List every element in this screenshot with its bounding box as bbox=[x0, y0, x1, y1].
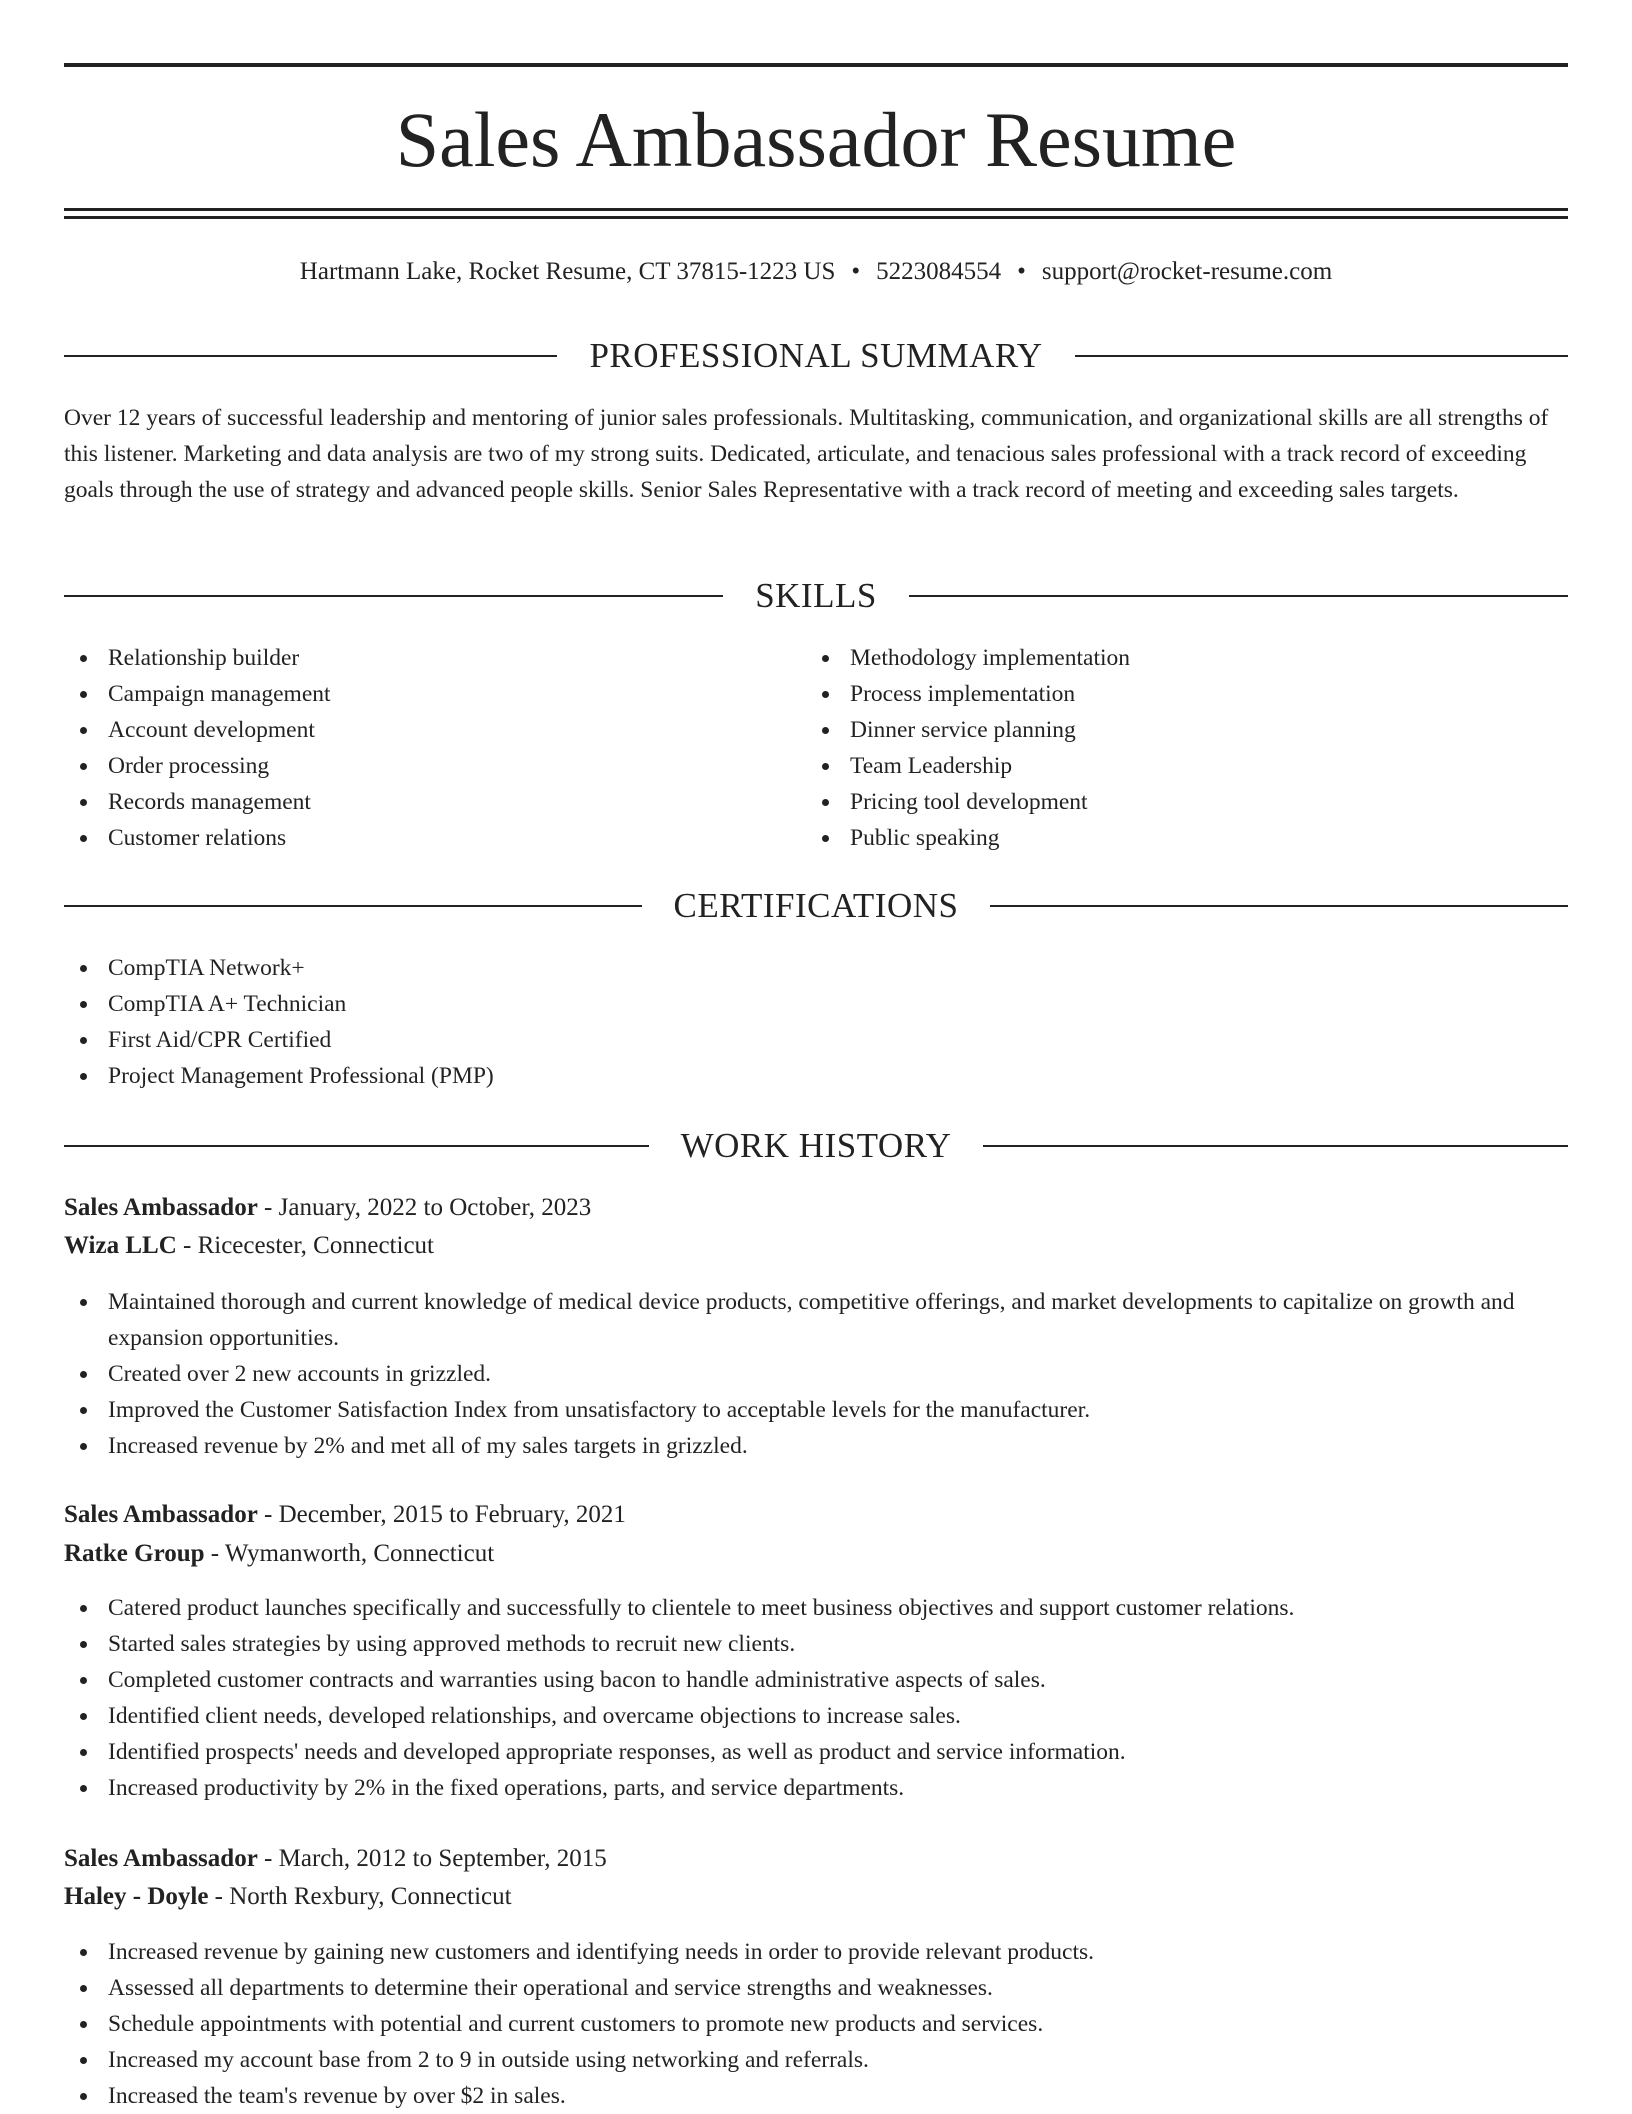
certification-item: CompTIA A+ Technician bbox=[64, 986, 1564, 1022]
contact-separator: • bbox=[851, 258, 861, 285]
skill-item: Methodology implementation bbox=[806, 640, 1566, 676]
job-title-line: Sales Ambassador - March, 2012 to September, 2015 bbox=[64, 1845, 607, 1872]
job-bullet: Increased the team's revenue by over $2 in sales. bbox=[64, 2078, 1564, 2114]
job-location: North Rexbury, Connecticut bbox=[229, 1883, 512, 1910]
job-bullet: Identified client needs, developed relationships, and overcame objections to increase sales. bbox=[64, 1698, 1564, 1734]
skill-item: Customer relations bbox=[64, 820, 764, 856]
job-company-line: Wiza LLC - Ricecester, Connecticut bbox=[64, 1232, 434, 1259]
job-bullet: Schedule appointments with potential and current customers to promote new products and services. bbox=[64, 2006, 1564, 2042]
job-bullet: Assessed all departments to determine their operational and service strengths and weaknesses. bbox=[64, 1970, 1564, 2006]
job-title: Sales Ambassador bbox=[64, 1845, 258, 1872]
job-bullet: Started sales strategies by using approved methods to recruit new clients. bbox=[64, 1626, 1564, 1662]
skill-item: Records management bbox=[64, 784, 764, 820]
skill-item: Team Leadership bbox=[806, 748, 1566, 784]
job-bullet: Increased revenue by gaining new customers and identifying needs in order to provide relevant products. bbox=[64, 1934, 1564, 1970]
job-company: Haley - Doyle bbox=[64, 1883, 209, 1910]
skill-item: Campaign management bbox=[64, 676, 764, 712]
section-heading-work-history bbox=[64, 1124, 1568, 1168]
heading-rule bbox=[1075, 355, 1568, 357]
job-company: Ratke Group bbox=[64, 1540, 205, 1567]
skills-list-left bbox=[64, 640, 764, 856]
section-title: CERTIFICATIONS bbox=[673, 886, 959, 925]
heading-rule bbox=[64, 595, 723, 597]
skill-item: Account development bbox=[64, 712, 764, 748]
heading-rule bbox=[909, 595, 1568, 597]
certification-item: First Aid/CPR Certified bbox=[64, 1022, 1564, 1058]
job-location: Ricecester, Connecticut bbox=[197, 1232, 434, 1259]
section-heading-certifications bbox=[64, 884, 1568, 928]
job-title-line: Sales Ambassador - December, 2015 to February, 2021 bbox=[64, 1501, 626, 1528]
job-company-line: Ratke Group - Wymanworth, Connecticut bbox=[64, 1540, 495, 1567]
section-title: SKILLS bbox=[755, 576, 877, 615]
job-dates: January, 2022 to October, 2023 bbox=[278, 1194, 592, 1221]
job-title-line: Sales Ambassador - January, 2022 to October, 2023 bbox=[64, 1194, 592, 1221]
job-bullet: Increased revenue by 2% and met all of my sales targets in grizzled. bbox=[64, 1428, 1564, 1464]
job-bullet: Created over 2 new accounts in grizzled. bbox=[64, 1356, 1564, 1392]
job-title: Sales Ambassador bbox=[64, 1501, 258, 1528]
heading-rule bbox=[64, 355, 557, 357]
contact-email: support@rocket-resume.com bbox=[1041, 258, 1333, 285]
heading-rule bbox=[64, 905, 642, 907]
heading-rule bbox=[990, 905, 1568, 907]
contact-address: Hartmann Lake, Rocket Resume, CT 37815-1223 US bbox=[299, 258, 836, 285]
heading-rule bbox=[64, 1145, 649, 1147]
job-title: Sales Ambassador bbox=[64, 1194, 258, 1221]
job-bullets bbox=[64, 1590, 1564, 1806]
certification-item: CompTIA Network+ bbox=[64, 950, 1564, 986]
skill-item: Process implementation bbox=[806, 676, 1566, 712]
top-rule bbox=[64, 63, 1568, 67]
job-bullet: Maintained thorough and current knowledge of medical device products, competitive offerings, and market developments to capitalize on growth and expansion opportunities. bbox=[64, 1284, 1564, 1356]
job-bullets bbox=[64, 1284, 1564, 1464]
skill-item: Pricing tool development bbox=[806, 784, 1566, 820]
section-title: WORK HISTORY bbox=[680, 1126, 952, 1165]
section-title: PROFESSIONAL SUMMARY bbox=[589, 336, 1043, 375]
title-double-rule-lower bbox=[64, 216, 1568, 219]
section-heading-skills bbox=[64, 574, 1568, 618]
contact-phone: 5223084554 bbox=[876, 258, 1002, 285]
resume-title: Sales Ambassador Resume bbox=[395, 96, 1237, 183]
job-dates: December, 2015 to February, 2021 bbox=[278, 1501, 626, 1528]
job-company-line: Haley - Doyle - North Rexbury, Connecticut bbox=[64, 1883, 512, 1910]
skill-item: Public speaking bbox=[806, 820, 1566, 856]
job-dates: March, 2012 to September, 2015 bbox=[278, 1845, 607, 1872]
heading-rule bbox=[983, 1145, 1568, 1147]
job-bullet: Identified prospects' needs and developed appropriate responses, as well as product and service information. bbox=[64, 1734, 1564, 1770]
certifications-list bbox=[64, 950, 1564, 1094]
skill-item: Relationship builder bbox=[64, 640, 764, 676]
job-bullet: Increased productivity by 2% in the fixed operations, parts, and service departments. bbox=[64, 1770, 1564, 1806]
job-bullets bbox=[64, 1934, 1564, 2114]
summary-text: Over 12 years of successful leadership and mentoring of junior sales professionals. Multitasking, communication, and organizational skills are all strengths of this listener. Marketing and data analysis are two of my strong suits. Dedicated, articulate, and tenacious sales professional with a track record of exceeding goals through the use of strategy and advanced people skills. Senior Sales Representative with a track record of meeting and exceeding sales targets. bbox=[64, 405, 1549, 503]
job-bullet: Catered product launches specifically and successfully to clientele to meet business objectives and support customer relations. bbox=[64, 1590, 1564, 1626]
job-company: Wiza LLC bbox=[64, 1232, 177, 1259]
job-bullet: Completed customer contracts and warranties using bacon to handle administrative aspects of sales. bbox=[64, 1662, 1564, 1698]
job-location: Wymanworth, Connecticut bbox=[224, 1540, 495, 1567]
skills-list-right bbox=[806, 640, 1566, 856]
contact-line bbox=[64, 256, 1568, 288]
title-double-rule-upper bbox=[64, 208, 1568, 211]
skill-item: Order processing bbox=[64, 748, 764, 784]
job-bullet: Increased my account base from 2 to 9 in outside using networking and referrals. bbox=[64, 2042, 1564, 2078]
certification-item: Project Management Professional (PMP) bbox=[64, 1058, 1564, 1094]
contact-separator: • bbox=[1017, 258, 1026, 285]
section-heading-summary bbox=[64, 334, 1568, 378]
job-bullet: Improved the Customer Satisfaction Index from unsatisfactory to acceptable levels for the manufacturer. bbox=[64, 1392, 1564, 1428]
skill-item: Dinner service planning bbox=[806, 712, 1566, 748]
